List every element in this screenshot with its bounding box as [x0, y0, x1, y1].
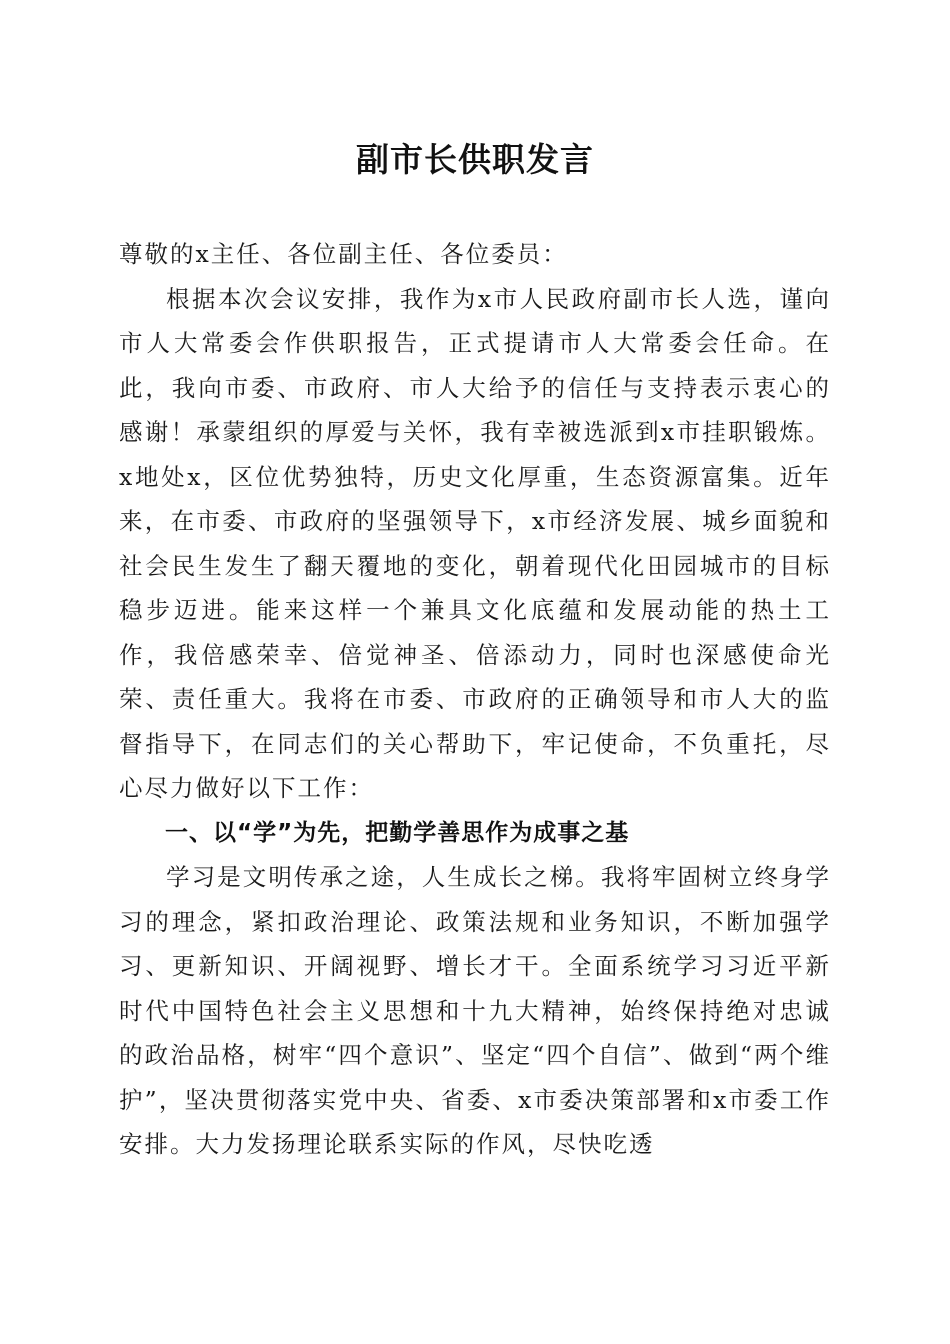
paragraph-study: 学习是文明传承之途，人生成长之梯。我将牢固树立终身学习的理念，紧扣政治理论、政策法规和业务知识，不断加强学习、更新知识、开阔视野、增长才干。全面系统学习习近平新时代中国特色社会主义思想和十九大精神，始终保持绝对忠诚的政治品格，树牢“四个意识”、坚定“四个自信”、做到“两个维护”，坚决贯彻落实党中央、省委、x市委决策部署和x市委工作安排。大力发扬理论联系实际的作风，尽快吃透	[119, 863, 831, 1158]
section-heading-1: 一、以“学”为先，把勤学善思作为成事之基	[165, 819, 630, 846]
document-title: 副市长供职发言	[356, 140, 594, 179]
salutation: 尊敬的x主任、各位副主任、各位委员：	[119, 240, 568, 268]
document-body	[119, 232, 831, 1167]
paragraph-intro: 根据本次会议安排，我作为x市人民政府副市长人选，谨向市人大常委会作供职报告，正式提请市人大常委会任命。在此，我向市委、市政府、市人大给予的信任与支持表示衷心的感谢！承蒙组织的厚爱与关怀，我有幸被选派到x市挂职锻炼。x地处x，区位优势独特，历史文化厚重，生态资源富集。近年来，在市委、市政府的坚强领导下，x市经济发展、城乡面貌和社会民生发生了翻天覆地的变化，朝着现代化田园城市的目标稳步迈进。能来这样一个兼具文化底蕴和发展动能的热土工作，我倍感荣幸、倍觉神圣、倍添动力，同时也深感使命光荣、责任重大。我将在市委、市政府的正确领导和市人大的监督指导下，在同志们的关心帮助下，牢记使命，不负重托，尽心尽力做好以下工作：	[119, 284, 831, 802]
